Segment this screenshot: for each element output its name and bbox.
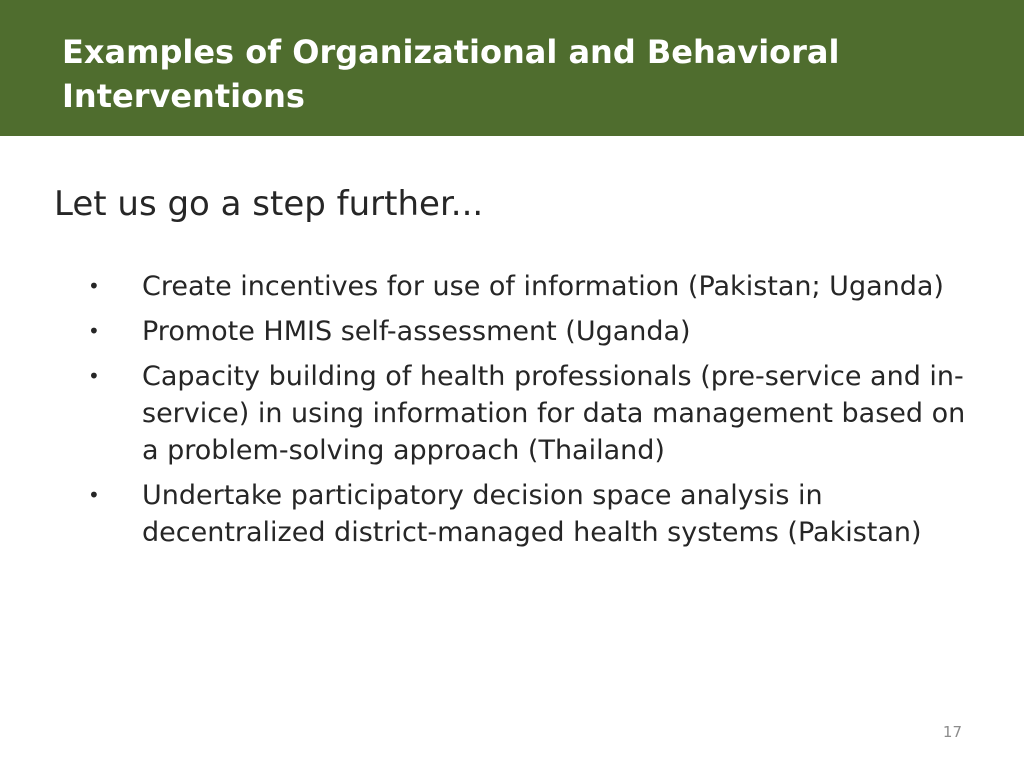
page-number: 17 (942, 723, 962, 741)
bullet-dot-icon: • (88, 319, 100, 343)
bullet-text: Undertake participatory decision space analysis in decentralized district-managed health systems (Pakistan) (142, 480, 922, 548)
bullet-item (88, 313, 988, 350)
bullet-text: Create incentives for use of information (Pakistan; Uganda) (142, 271, 944, 302)
bullet-text: Capacity building of health professionals (pre-service and in-service) in using information for data management based on a problem-solving approach (Thailand) (142, 361, 966, 466)
bullet-item (88, 358, 988, 469)
bullet-list (88, 268, 988, 559)
slide-title: Examples of Organizational and Behavioral Interventions (62, 33, 840, 115)
slide-subtitle: Let us go a step further... (54, 184, 484, 224)
bullet-dot-icon: • (88, 364, 100, 388)
bullet-dot-icon: • (88, 274, 100, 298)
bullet-text: Promote HMIS self-assessment (Uganda) (142, 316, 691, 347)
title-bar (0, 0, 1024, 136)
bullet-item (88, 477, 988, 551)
bullet-dot-icon: • (88, 483, 100, 507)
bullet-item (88, 268, 988, 305)
